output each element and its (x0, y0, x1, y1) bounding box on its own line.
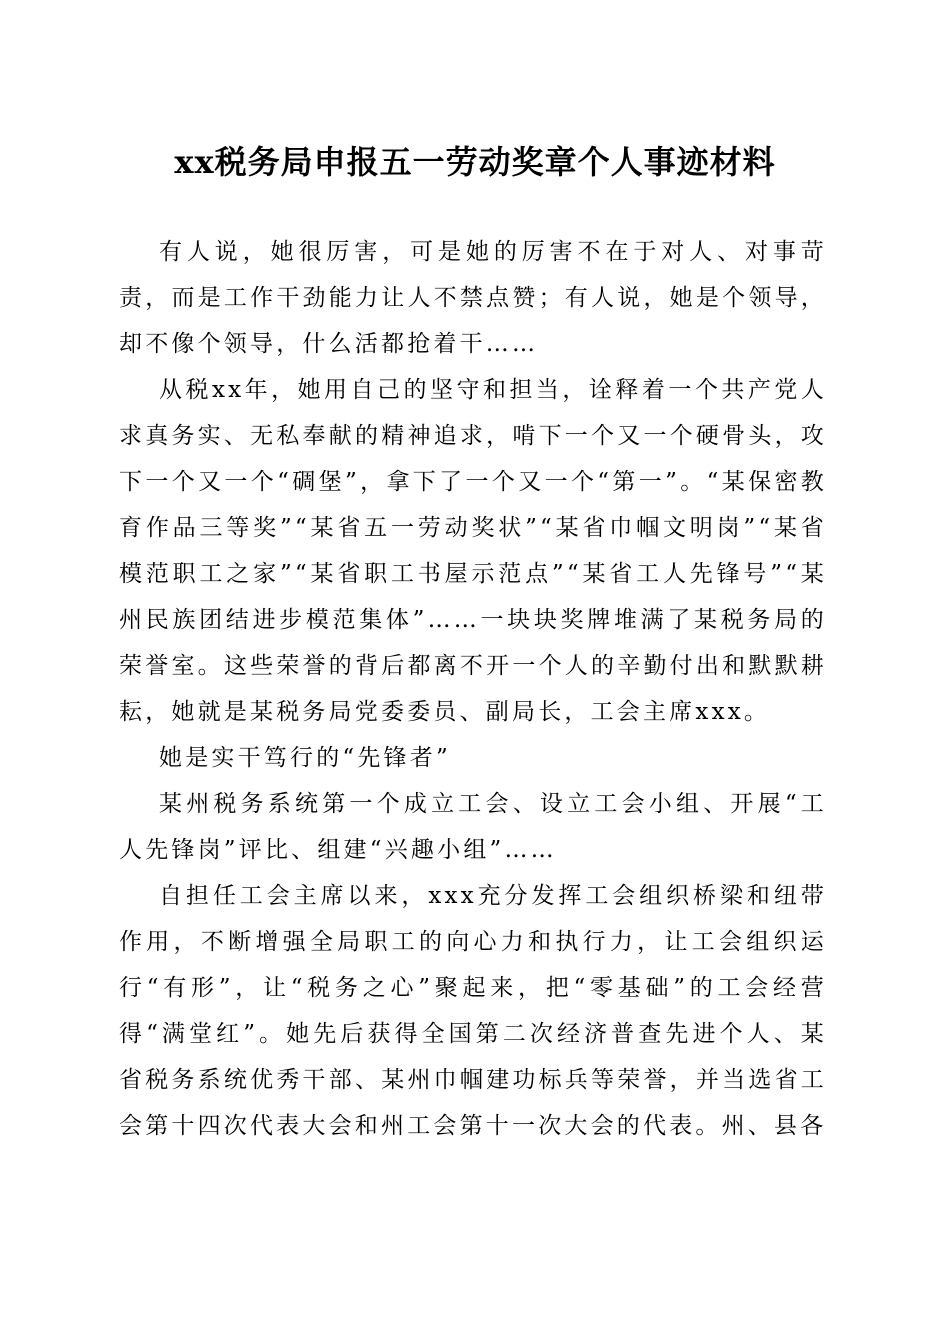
paragraph-firsts: 某州税务系统第一个成立工会、设立工会小组、开展“工人先锋岗”评比、组建“兴趣小组”…… (119, 791, 827, 863)
paragraph-intro: 有人说，她很厉害，可是她的厉害不在于对人、对事苛责，而是工作干劲能力让人不禁点赞；有人说，她是个领导，却不像个领导，什么活都抢着干…… (119, 239, 827, 357)
document-title: xx税务局申报五一劳动奖章个人事迹材料 (174, 143, 776, 181)
paragraph-union-work: 自担任工会主席以来，xxx充分发挥工会组织桥梁和纽带作用，不断增强全局职工的向心力和执行力，让工会组织运行“有形”，让“税务之心”聚起来，把“零基础”的工会经营得“满堂红”。她先后获得全国第二次经济普查先进个人、某省税务系统优秀干部、某州巾帼建功标兵等荣誉，并当选省工会第十四次代表大会和州工会第十一次大会的代表。州、县各 (119, 883, 827, 1139)
paragraph-honors: 从税xx年，她用自己的坚守和担当，诠释着一个共产党人求真务实、无私奉献的精神追求，啃下一个又一个硬骨头，攻下一个又一个“碉堡”，拿下了一个又一个“第一”。“某保密教育作品三等奖”“某省五一劳动奖状”“某省巾帼文明岗”“某省模范职工之家”“某省职工书屋示范点”“某省工人先锋号”“某州民族团结进步模范集体”……一块块奖牌堆满了某税务局的荣誉室。这些荣誉的背后都离不开一个人的辛勤付出和默默耕耘，她就是某税务局党委委员、副局长，工会主席xxx。 (119, 377, 827, 725)
section-heading: 她是实干笃行的“先锋者” (159, 745, 451, 771)
document-body (119, 229, 827, 1149)
